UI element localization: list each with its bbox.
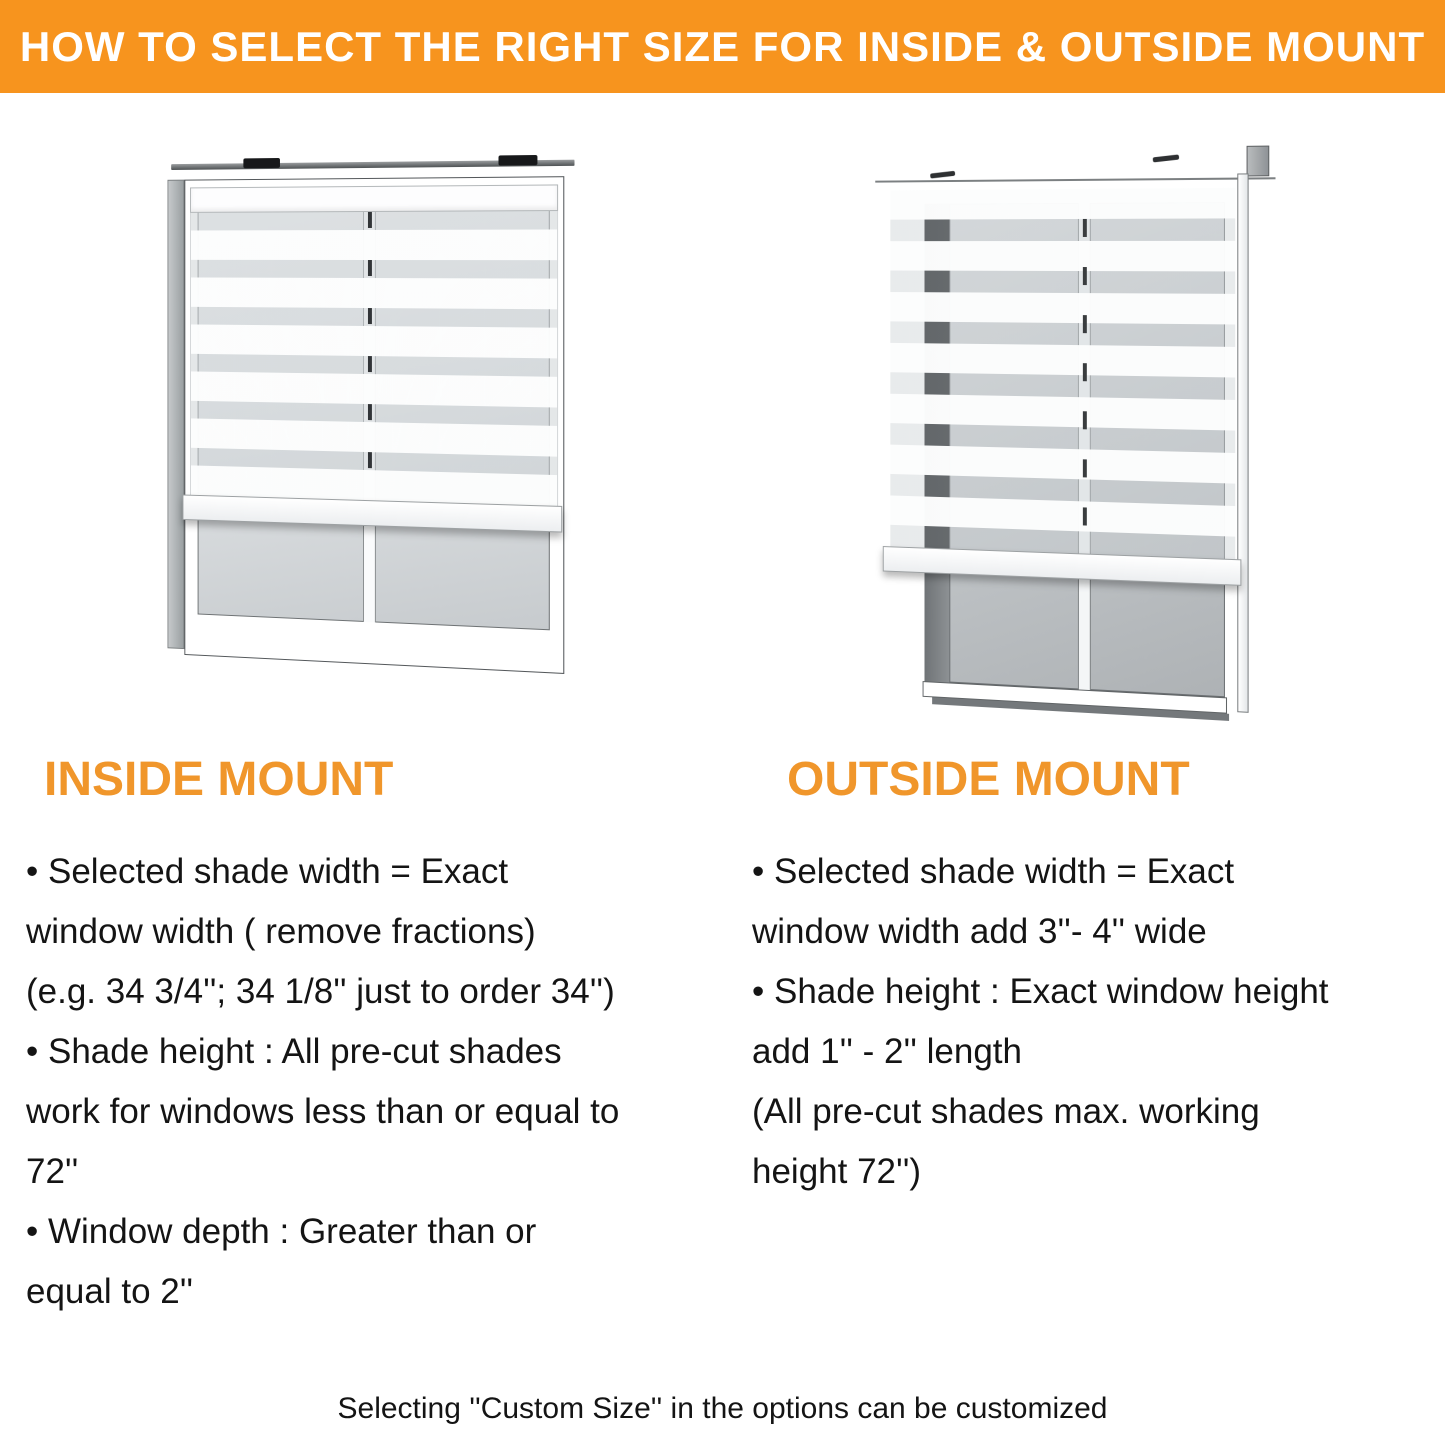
zebra-shade (190, 184, 558, 532)
outside-mount-heading: OUTSIDE MOUNT (787, 753, 1190, 806)
bracket-clip-icon (498, 155, 537, 166)
spec-line: (All pre-cut shades max. working (752, 1092, 1260, 1131)
bracket-clip-icon (243, 158, 280, 168)
header-title: HOW TO SELECT THE RIGHT SIZE FOR INSIDE & OUTSIDE MOUNT (19, 22, 1426, 70)
shade-headrail (190, 184, 558, 212)
spec-line: equal to 2'' (26, 1272, 194, 1311)
spec-line: • Window depth : Greater than or (26, 1212, 537, 1251)
spec-line: window width add 3''- 4'' wide (752, 912, 1207, 951)
zebra-shade (890, 188, 1235, 586)
inside-mount-specs (26, 842, 738, 1322)
zebra-stripes (190, 211, 558, 506)
spec-line: window width ( remove fractions) (26, 912, 536, 951)
inside-mount-window-diagram (167, 149, 572, 723)
mounting-bracket (1247, 146, 1270, 177)
jamb-shadow-dashes (924, 190, 949, 549)
footer-note: Selecting ''Custom Size'' in the options can be customized (337, 1392, 1108, 1425)
spec-line: height 72'') (752, 1152, 922, 1191)
spec-line: • Selected shade width = Exact (26, 852, 509, 891)
spec-line: • Shade height : All pre-cut shades (26, 1032, 562, 1071)
outside-mount-window-diagram (875, 142, 1275, 734)
spec-line: • Shade height : Exact window height (752, 972, 1329, 1011)
side-rail (1237, 173, 1248, 712)
inside-mount-heading: INSIDE MOUNT (44, 753, 394, 806)
outside-mount-illustration (868, 145, 1273, 723)
mullion-shadow-dashes (1083, 189, 1087, 554)
spec-line: (e.g. 34 3/4''; 34 1/8'' just to order 34'') (26, 972, 615, 1011)
window-jamb (167, 180, 184, 649)
mullion-shadow-dashes (368, 212, 372, 500)
spec-line: 72'' (26, 1152, 79, 1191)
outside-mount-specs (752, 842, 1432, 1202)
inside-mount-illustration (160, 152, 570, 712)
spec-line: add 1'' - 2'' length (752, 1032, 1022, 1071)
header-banner (0, 0, 1445, 93)
spec-line: • Selected shade width = Exact (752, 852, 1235, 891)
spec-line: work for windows less than or equal to (26, 1092, 620, 1131)
